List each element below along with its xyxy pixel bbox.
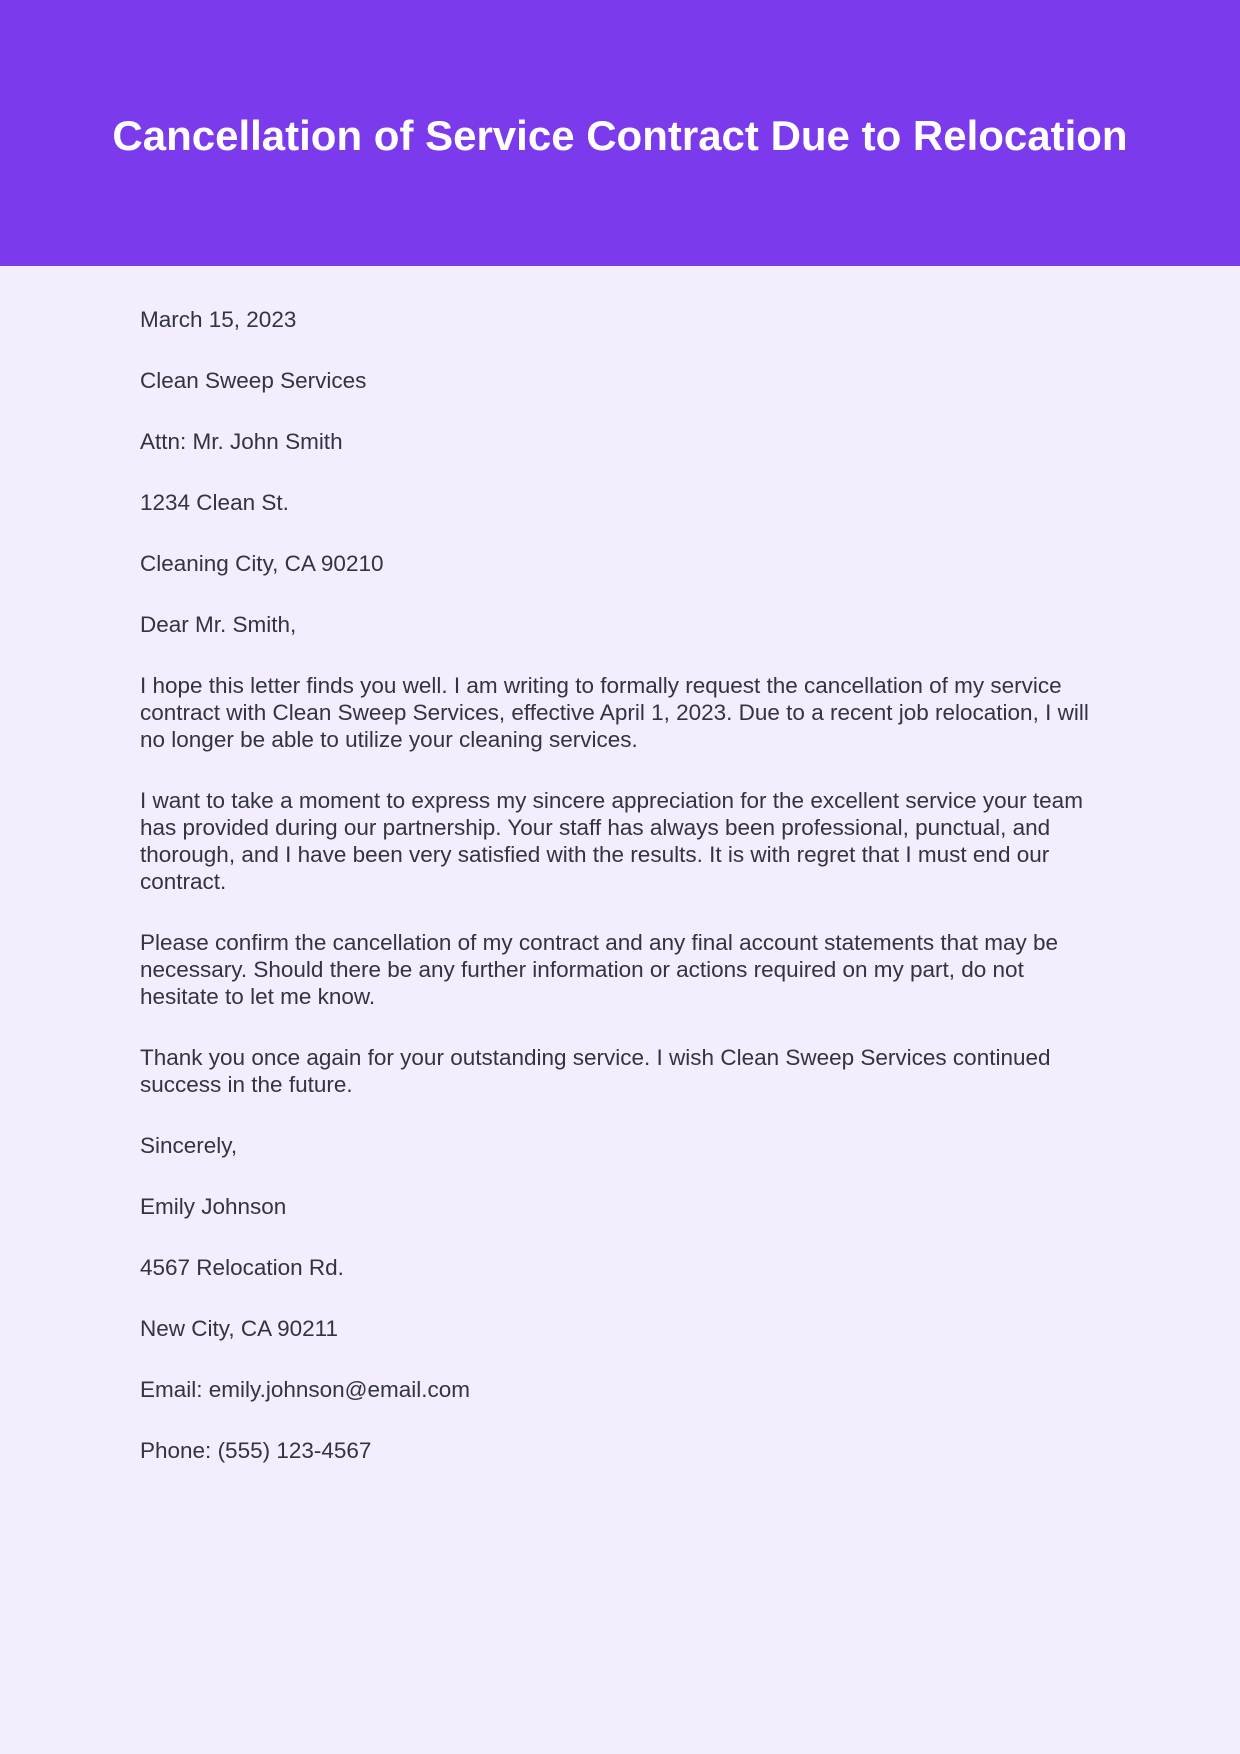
- sender-name: Emily Johnson: [140, 1194, 287, 1219]
- page-header: [0, 0, 1240, 266]
- recipient-city: Cleaning City, CA 90210: [140, 551, 384, 576]
- closing: Sincerely,: [140, 1133, 238, 1158]
- recipient-street: 1234 Clean St.: [140, 490, 289, 515]
- sender-city: New City, CA 90211: [140, 1316, 339, 1341]
- sender-street: 4567 Relocation Rd.: [140, 1255, 344, 1280]
- salutation: Dear Mr. Smith,: [140, 612, 297, 637]
- recipient-company: Clean Sweep Services: [140, 368, 367, 393]
- page-title: Cancellation of Service Contract Due to Relocation: [112, 112, 1128, 159]
- body-paragraph: Please confirm the cancellation of my contract and any final account statements that may be necessary. Should there be any further information or actions required on my part, do not hesitate to let me know.: [140, 930, 1058, 1009]
- body-paragraph: I want to take a moment to express my sincere appreciation for the excellent service your team has provided during our partnership. Your staff has always been professional, punctual, and thorough, and I have been very satisfied with the results. It is with regret that I must end our contract.: [140, 788, 1083, 894]
- body-paragraph: Thank you once again for your outstanding service. I wish Clean Sweep Services continued success in the future.: [140, 1045, 1051, 1097]
- body-paragraph: I hope this letter finds you well. I am writing to formally request the cancellation of my service contract with Clean Sweep Services, effective April 1, 2023. Due to a recent job relocation, I will no longer be able to utilize your cleaning services.: [140, 673, 1089, 752]
- letter-date: March 15, 2023: [140, 307, 297, 332]
- sender-phone: Phone: (555) 123-4567: [140, 1438, 372, 1463]
- sender-email: Email: emily.johnson@email.com: [140, 1377, 471, 1402]
- recipient-attn: Attn: Mr. John Smith: [140, 429, 343, 454]
- letter-body: [140, 306, 1100, 1498]
